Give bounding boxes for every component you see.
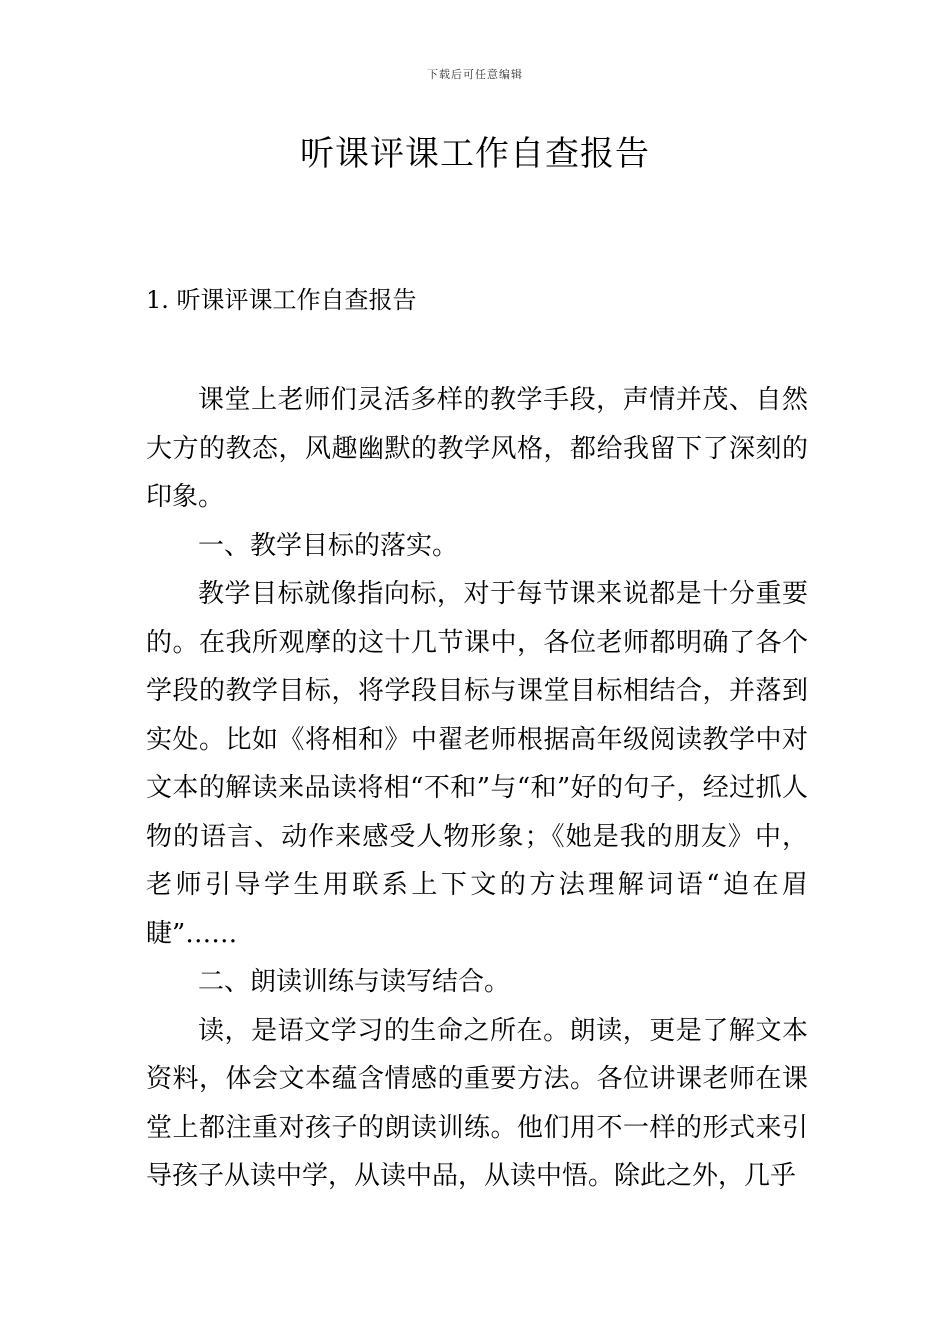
header-note: 下载后可任意编辑	[427, 68, 523, 81]
section-heading: 1. 听课评课工作自查报告	[146, 286, 417, 314]
subheading-teaching-goals: 一、教学目标的落实。	[198, 530, 459, 561]
paragraph-teaching-goals: 教学目标就像指向标，对于每节课来说都是十分重要的。在我所观摩的这十几节课中，各位老师都明确了各个学段的教学目标，将学段目标与课堂目标相结合，并落到实处。比如《将相和》中翟老师根据高年级阅读教学中对文本的解读来品读将相“不和”与“和”好的句子，经过抓人物的语言、动作来感受人物形象；《她是我的朋友》中，老师引导学生用联系上下文的方法理解词语“迫在眉睫”……	[146, 579, 808, 949]
document-body	[146, 376, 808, 1201]
paragraph-intro: 课堂上老师们灵活多样的教学手段，声情并茂、自然大方的教态，风趣幽默的教学风格，都给我留下了深刻的印象。	[146, 385, 808, 512]
document-title: 听课评课工作自查报告	[300, 134, 650, 174]
paragraph-reading-training: 读，是语文学习的生命之所在。朗读，更是了解文本资料，体会文本蕴含情感的重要方法。各位讲课老师在课堂上都注重对孩子的朗读训练。他们用不一样的形式来引导孩子从读中学，从读中品，从读中悟。除此之外，几乎	[146, 1015, 808, 1191]
subheading-reading-training: 二、朗读训练与读写结合。	[198, 967, 511, 997]
